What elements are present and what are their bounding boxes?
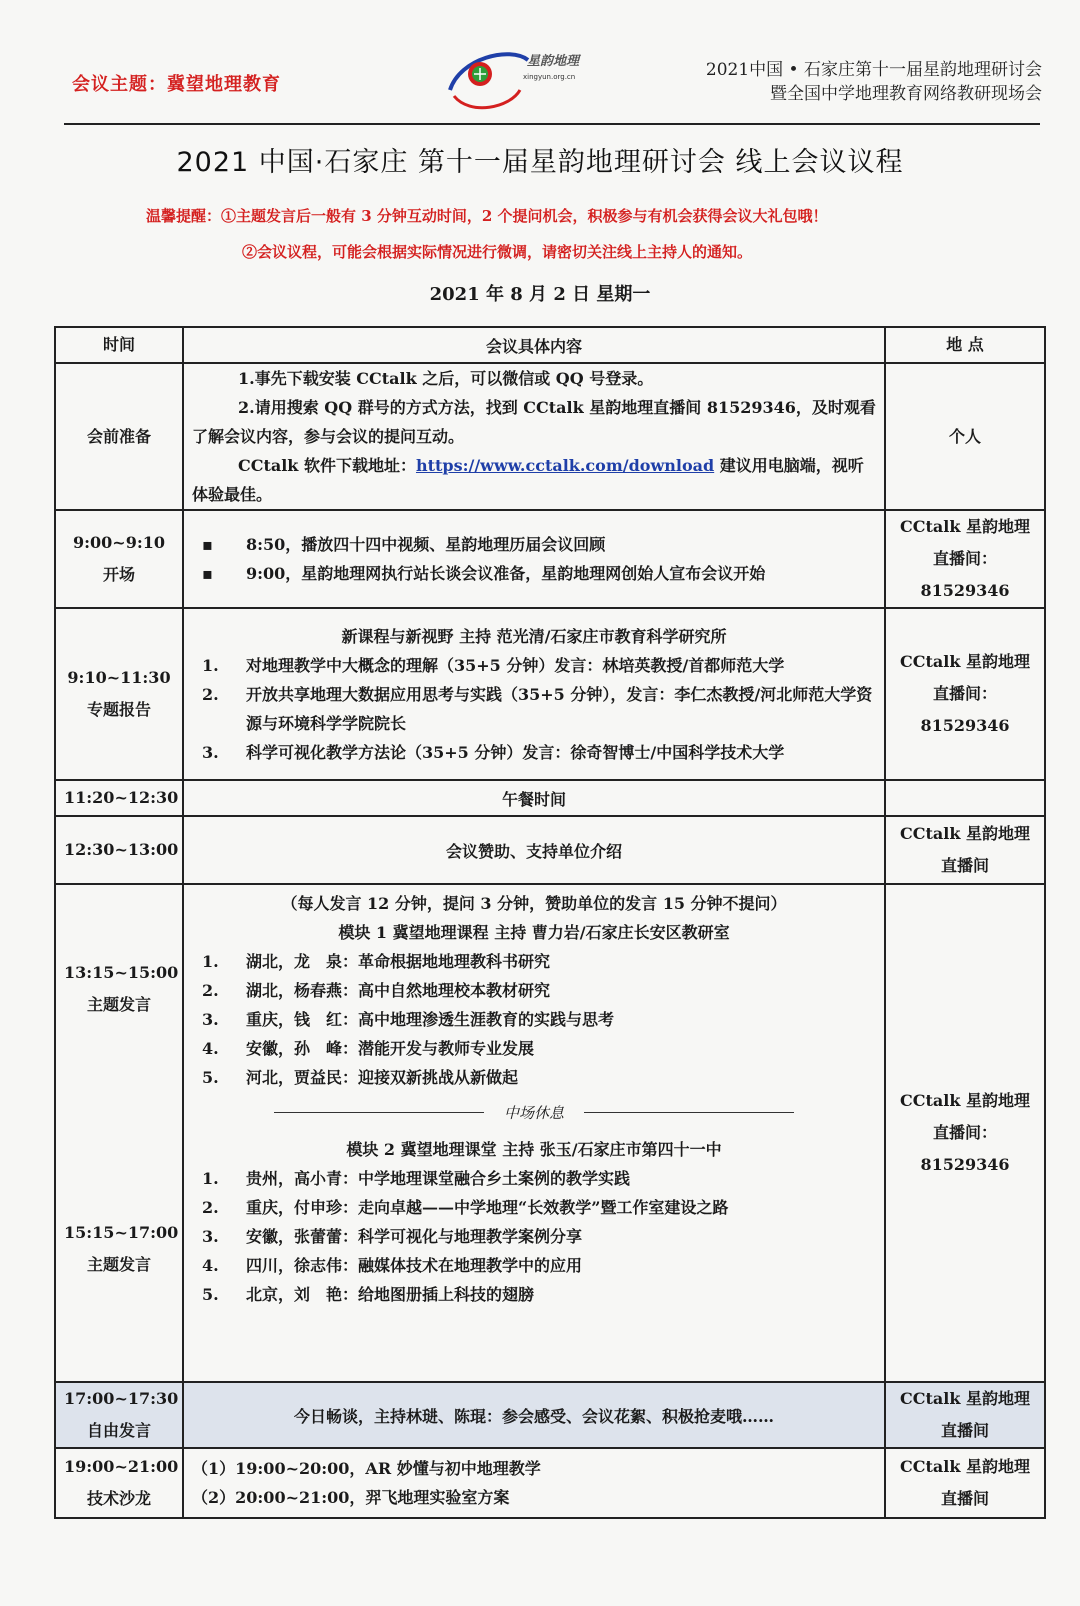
table-row-talks	[55, 884, 1045, 1382]
break-label: 中场休息	[503, 1104, 564, 1122]
talk-item: 3. 重庆，钱 红：高中地理渗透生涯教育的实践与思考	[202, 1010, 615, 1029]
talks-note: （每人发言 12 分钟，提问 3 分钟，赞助单位的发言 15 分钟不提问）	[281, 894, 787, 913]
table-header-row	[55, 327, 1045, 363]
free-place: CCtalk 星韵地理 直播间	[885, 1382, 1045, 1448]
talk-item: 5. 北京，刘 艳：给地图册插上科技的翅膀	[202, 1285, 535, 1304]
report-subtitle: 新课程与新视野 主持 范光清/石家庄市教育科学研究所	[341, 626, 727, 646]
opening-content	[183, 510, 885, 608]
salon-item: （2）20:00~21:00，羿飞地理实验室方案	[192, 1488, 510, 1507]
sponsor-time: 12:30~13:00	[55, 816, 183, 884]
opening-time	[55, 510, 183, 608]
sponsor-content: 会议赞助、支持单位介绍	[183, 816, 885, 884]
talk-item: 3. 安徽，张蕾蕾：科学可视化与地理教学案例分享	[202, 1227, 583, 1246]
opening-item: ▪ 8:50，播放四十四中视频、星韵地理历届会议回顾	[192, 530, 876, 559]
header-place: 地 点	[885, 327, 1045, 363]
table-row-report	[55, 608, 1045, 780]
talks-place: CCtalk 星韵地理 直播间： 81529346	[885, 884, 1045, 1382]
organizer-block	[706, 58, 1042, 106]
talk-item: 1. 贵州，高小青：中学地理课堂融合乡土案例的教学实践	[202, 1169, 631, 1188]
sponsor-place: CCtalk 星韵地理 直播间	[885, 816, 1045, 884]
prep-content	[183, 363, 885, 510]
bullet-icon: ▪	[202, 564, 213, 583]
bullet-icon: ▪	[202, 535, 213, 554]
free-time: 17:00~17:30 自由发言	[55, 1382, 183, 1448]
logo-url: xingyun.org.cn	[523, 73, 576, 81]
download-note: 建议用电脑端，视听体验最佳。	[192, 456, 864, 504]
opening-label: 开场	[102, 565, 135, 584]
talks-time: 13:15~15:00 主题发言 15:15~17:00 主题发言	[55, 884, 183, 1382]
organizer-line-1: 2021中国 • 石家庄第十一届星韵地理研讨会	[705, 60, 1042, 80]
logo-text: 星韵地理	[527, 54, 580, 69]
salon-content	[183, 1448, 885, 1518]
talk-item: 2. 湖北，杨春燕：高中自然地理校本教材研究	[202, 981, 551, 1000]
talk-item: 4. 安徽，孙 峰：潜能开发与教师专业发展	[202, 1039, 535, 1058]
lunch-content: 午餐时间	[183, 780, 885, 816]
reminder-1: 温馨提醒：①主题发言后一般有 3 分钟互动时间，2 个提问机会，积极参与有机会获得会议大礼包哦！	[146, 207, 828, 225]
report-place: CCtalk 星韵地理 直播间： 81529346	[885, 608, 1045, 780]
page-header	[0, 0, 1080, 130]
agenda-table	[54, 326, 1046, 1519]
lunch-time: 11:20~12:30	[55, 780, 183, 816]
break-divider	[192, 1102, 876, 1123]
report-item: 2. 开放共享地理大数据应用思考与实践（35+5 分钟），发言：李仁杰教授/河北师范大学资源与环境科学学院院长	[202, 684, 873, 733]
free-content: 今日畅谈，主持林琎、陈琨：参会感受、会议花絮、积极抢麦哦……	[183, 1382, 885, 1448]
report-item: 3. 科学可视化教学方法论（35+5 分钟）发言：徐奇智博士/中国科学技术大学	[202, 742, 785, 762]
prep-step-2: 2.请用搜索 QQ 群号的方式方法，找到 CCtalk 星韵地理直播间 81529346，及时观看了解会议内容，参与会议的提问互动。	[192, 398, 876, 446]
report-content	[183, 608, 885, 780]
opening-item: ▪ 9:00，星韵地理网执行站长谈会议准备，星韵地理网创始人宣布会议开始	[192, 559, 876, 588]
prep-download	[192, 451, 876, 509]
report-item: 1. 对地理教学中大概念的理解（35+5 分钟）发言：林培英教授/首都师范大学	[202, 655, 785, 675]
download-label: CCtalk 软件下载地址：	[238, 456, 416, 475]
table-row-prep	[55, 363, 1045, 510]
reminder-2: ②会议议程，可能会根据实际情况进行微调，请密切关注线上主持人的通知。	[242, 243, 753, 261]
table-row-opening	[55, 510, 1045, 608]
table-row-salon	[55, 1448, 1045, 1518]
module-1-title: 模块 1 冀望地理课程 主持 曹力岩/石家庄长安区教研室	[338, 923, 730, 942]
prep-place: 个人	[885, 363, 1045, 510]
header-time: 时间	[55, 327, 183, 363]
header-content: 会议具体内容	[183, 327, 885, 363]
table-row-lunch	[55, 780, 1045, 816]
organizer-line-2: 暨全国中学地理教育网络教研现场会	[770, 84, 1042, 104]
lunch-place	[885, 780, 1045, 816]
opening-time-range: 9:00~9:10	[72, 533, 165, 552]
opening-place: CCtalk 星韵地理 直播间： 81529346	[885, 510, 1045, 608]
talk-item: 5. 河北，贾益民：迎接双新挑战从新做起	[202, 1068, 519, 1087]
download-link[interactable]: https://www.cctalk.com/download	[415, 456, 715, 475]
salon-time: 19:00~21:00 技术沙龙	[55, 1448, 183, 1518]
report-time: 9:10~11:30 专题报告	[55, 608, 183, 780]
agenda-date: 2021 年 8 月 2 日 星期一	[429, 284, 651, 305]
salon-place: CCtalk 星韵地理 直播间	[885, 1448, 1045, 1518]
salon-item: （1）19:00~20:00，AR 妙懂与初中地理教学	[192, 1459, 541, 1478]
prep-step-1: 1.事先下载安装 CCtalk 之后，可以微信或 QQ 号登录。	[238, 369, 654, 388]
talks-content	[183, 884, 885, 1382]
table-row-sponsor	[55, 816, 1045, 884]
talk-item: 1. 湖北，龙 泉：革命根据地地理教科书研究	[202, 952, 551, 971]
talk-item: 2. 重庆，付申珍：走向卓越——中学地理“长效教学”暨工作室建设之路	[202, 1198, 729, 1217]
header-divider	[64, 123, 1040, 125]
talk-item: 4. 四川，徐志伟：融媒体技术在地理教学中的应用	[202, 1256, 583, 1275]
module-2-title: 模块 2 冀望地理课堂 主持 张玉/石家庄市第四十一中	[346, 1140, 722, 1159]
table-row-free	[55, 1382, 1045, 1448]
conference-theme: 会议主题：冀望地理教育	[72, 74, 281, 95]
page-title: 2021 中国·石家庄 第十一届星韵地理研讨会 线上会议议程	[176, 147, 904, 178]
prep-time: 会前准备	[55, 363, 183, 510]
